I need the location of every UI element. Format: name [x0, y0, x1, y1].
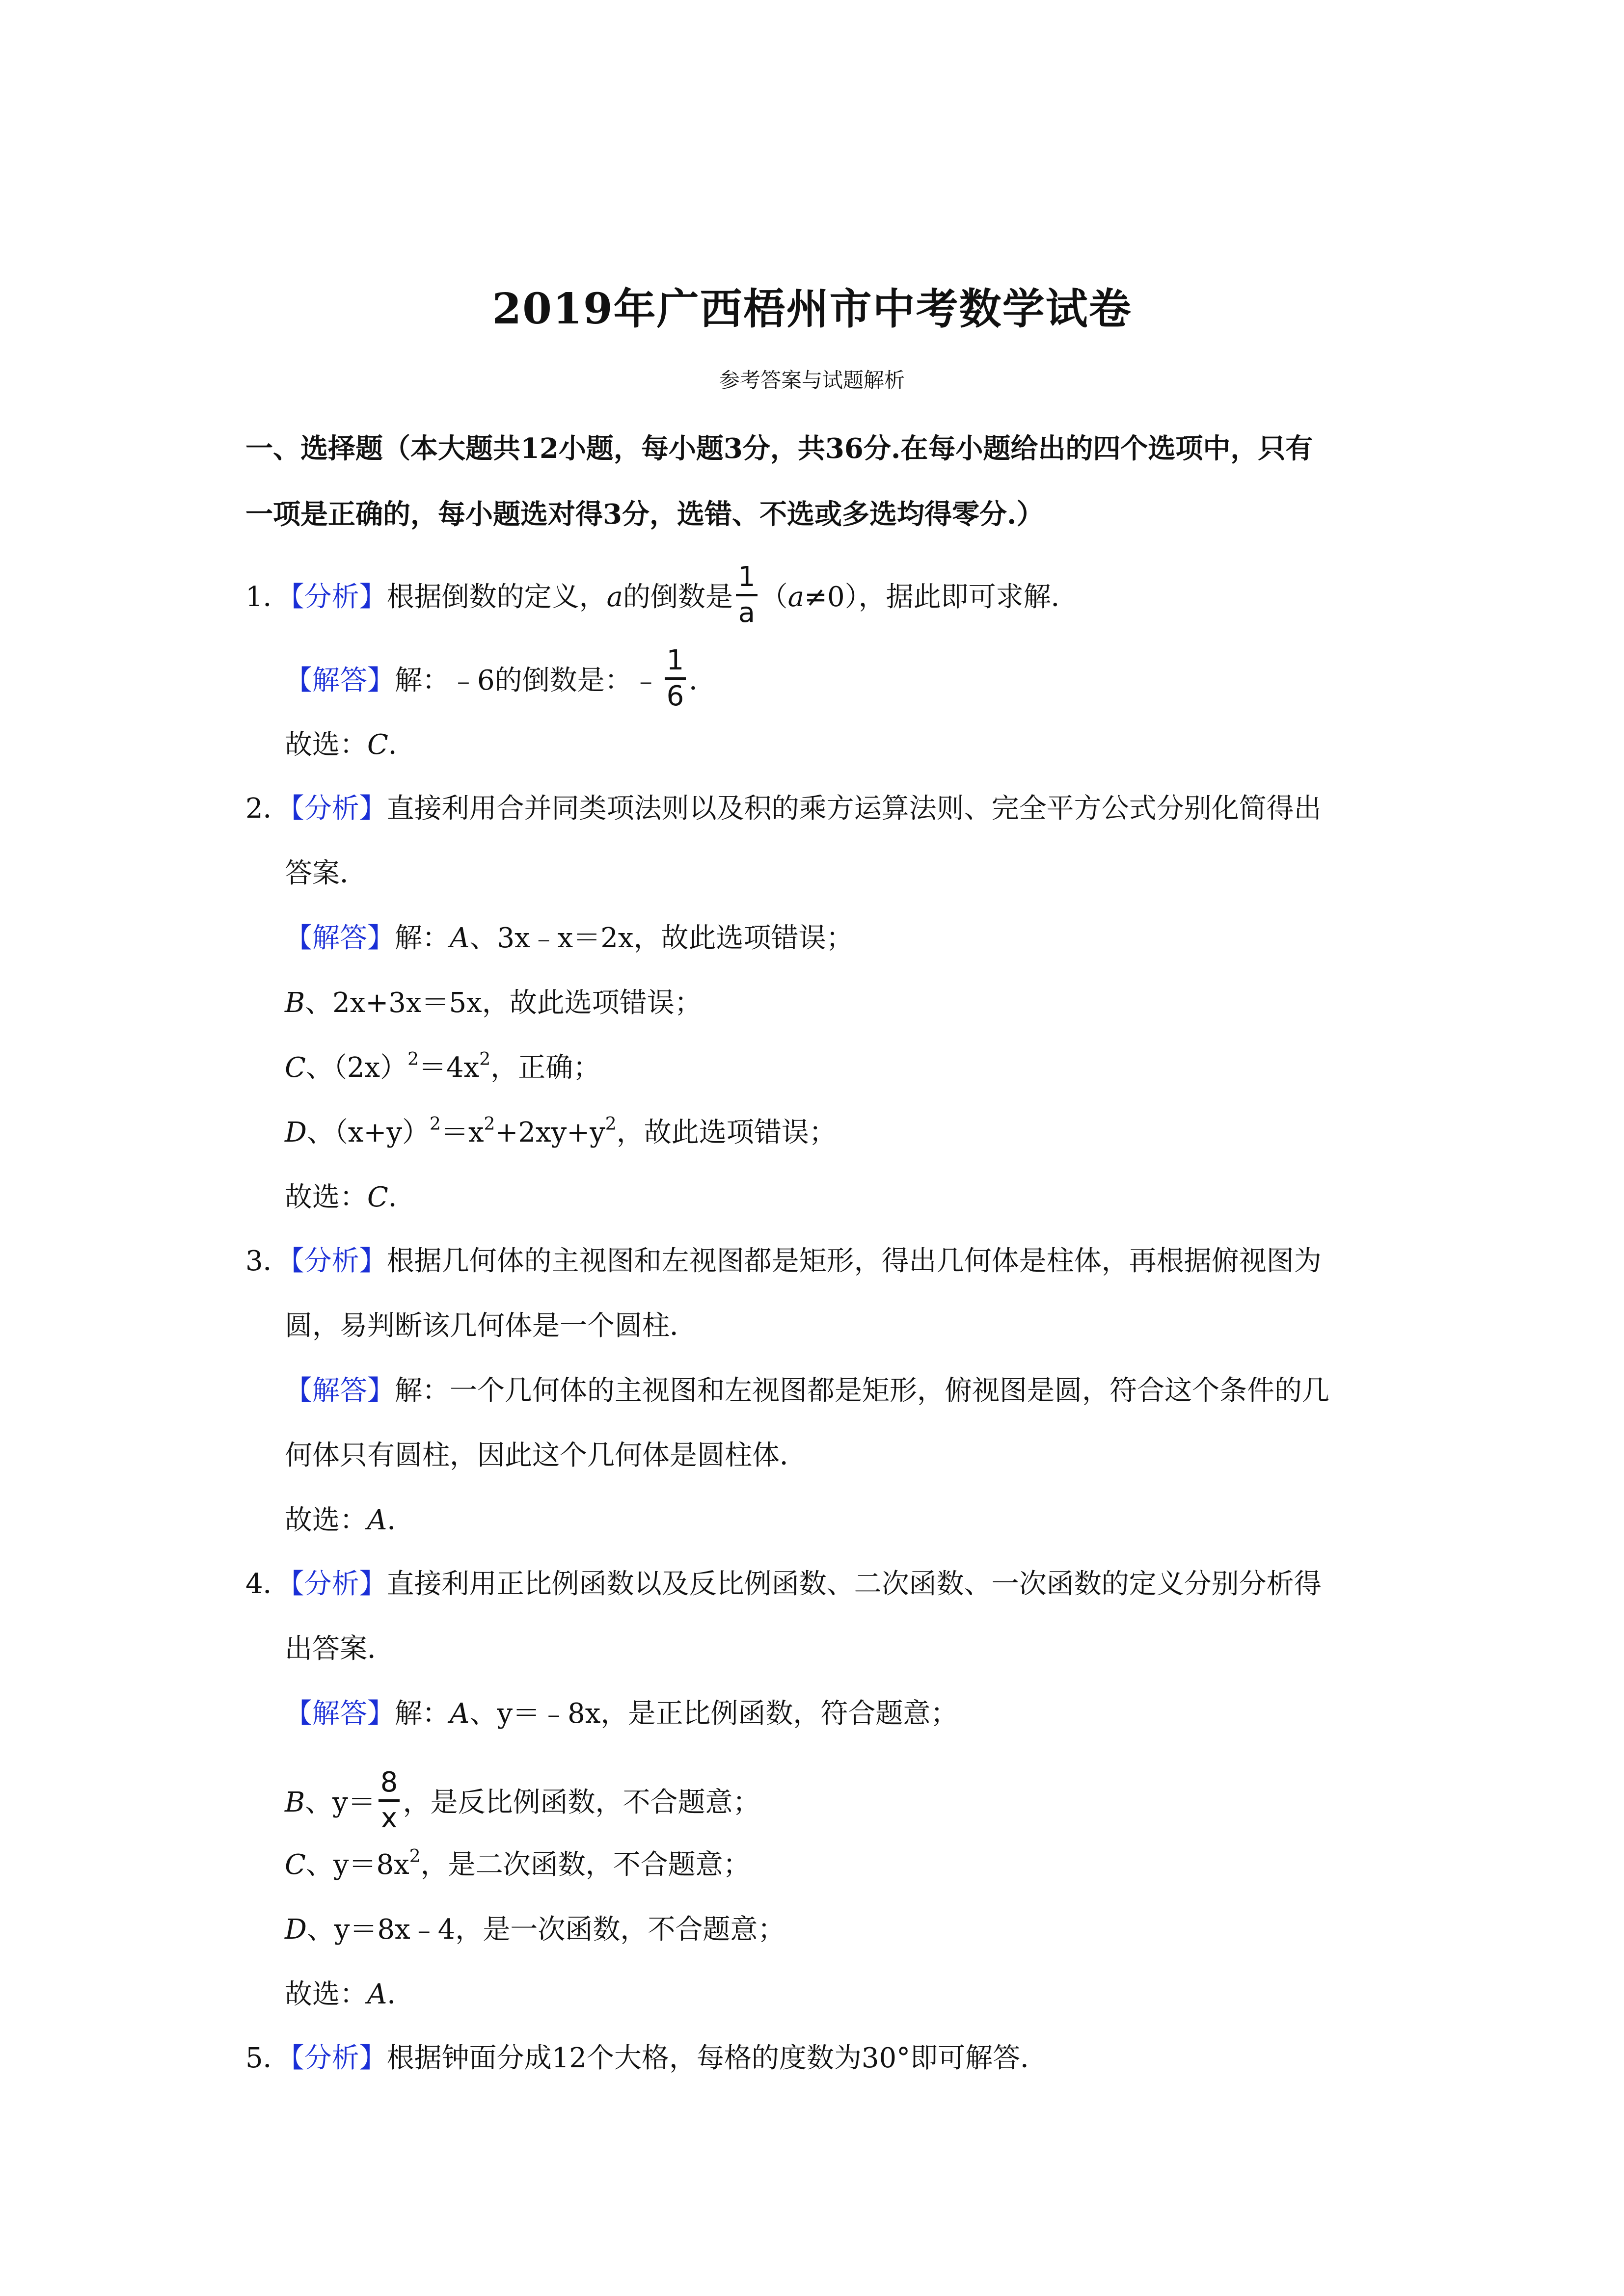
fraction-numerator: 1	[665, 647, 686, 680]
fraction-denominator: a	[738, 597, 756, 629]
option-letter: D	[285, 1117, 307, 1148]
exponent: 2	[484, 1114, 495, 1134]
math-expr: 、y＝8x﹣4	[306, 1914, 456, 1946]
fraction-denominator: x	[381, 1802, 398, 1834]
text: ，故此选项错误；	[616, 1117, 837, 1148]
exponent: 2	[407, 1049, 419, 1069]
fraction-numerator: 1	[736, 563, 758, 596]
answer-tag: 【解答】	[285, 1698, 395, 1730]
q2-answer-a	[285, 922, 854, 954]
q3-answer-line2: 何体只有圆柱，因此这个几何体是圆柱体．	[285, 1440, 807, 1471]
text: ，是反比例函数，不合题意；	[403, 1787, 760, 1818]
option-letter: C	[285, 1052, 306, 1084]
section-heading-line1: 一、选择题（本大题共12小题，每小题3分，共36分.在每小题给出的四个选项中，只有	[245, 432, 1313, 465]
exponent: 2	[430, 1114, 441, 1134]
answer-tag: 【解答】	[285, 1375, 395, 1407]
q1-analysis	[245, 563, 1079, 627]
text: 根据几何体的主视图和左视图都是矩形，得出几何体是柱体，再根据俯视图为	[386, 1245, 1322, 1277]
answer-tag: 【解答】	[285, 665, 395, 696]
text: ，是一次函数，不合题意；	[455, 1914, 785, 1946]
q4-analysis-line1	[245, 1568, 1322, 1600]
analysis-tag: 【分析】	[290, 1245, 387, 1277]
q2-analysis-line2: 答案．	[285, 857, 367, 889]
option-letter: C	[285, 1849, 306, 1881]
q5-analysis	[245, 2042, 1048, 2074]
text: ﹣	[632, 665, 660, 696]
option-letter: B	[285, 1787, 305, 1818]
text: ≠0），据此即可求解．	[804, 581, 1079, 613]
q4-answer-b	[285, 1766, 760, 1834]
option-letter: D	[285, 1914, 307, 1946]
fraction	[379, 1766, 400, 1834]
choice-letter: C	[367, 1181, 388, 1213]
q3-analysis-line2: 圆，易判断该几何体是一个圆柱．	[285, 1310, 697, 1342]
text: 根据倒数的定义，	[386, 581, 607, 613]
text: ，故此选项错误；	[633, 922, 854, 954]
choice-letter: C	[367, 729, 388, 761]
question-number: 4．	[245, 1568, 291, 1600]
fraction	[665, 644, 686, 712]
fraction-denominator: 6	[666, 680, 684, 712]
q2-answer-d	[285, 1114, 837, 1148]
analysis-tag: 【分析】	[290, 793, 387, 825]
q4-analysis-line2: 出答案．	[285, 1633, 395, 1665]
text: ．	[388, 1181, 416, 1213]
answer-tag: 【解答】	[285, 922, 395, 954]
math-expr: 、y＝8x	[305, 1849, 409, 1881]
math-expr: +2xy+y	[495, 1117, 605, 1148]
text: 故选：	[285, 1978, 367, 2010]
text: 的倒数是	[623, 581, 733, 613]
analysis-tag: 【分析】	[290, 581, 387, 613]
math-expr: 、y＝﹣8x	[469, 1698, 601, 1730]
text: 解：	[395, 922, 450, 954]
analysis-tag: 【分析】	[290, 1568, 387, 1600]
option-letter: A	[450, 922, 470, 954]
text: ．	[689, 665, 717, 696]
fraction-numerator: 8	[379, 1769, 400, 1802]
text: （	[760, 581, 788, 613]
text: ，正确；	[490, 1052, 601, 1084]
fraction	[736, 563, 758, 627]
q3-choice	[285, 1504, 415, 1536]
question-number: 1．	[245, 581, 291, 613]
page-subtitle: 参考答案与试题解析	[719, 368, 905, 392]
exponent: 2	[479, 1049, 491, 1069]
question-number: 3．	[245, 1245, 291, 1277]
question-number: 5．	[245, 2042, 291, 2074]
q4-answer-c	[285, 1846, 751, 1881]
option-letter: B	[285, 987, 305, 1019]
math-expr: ＝x	[440, 1117, 484, 1148]
text: 直接利用合并同类项法则以及积的乘方运算法则、完全平方公式分别化简得出	[386, 793, 1322, 825]
q2-answer-b	[285, 989, 702, 1017]
q2-analysis-line1	[245, 795, 1322, 823]
text: 解：﹣6的倒数是：	[395, 665, 632, 696]
question-number: 2．	[245, 793, 291, 825]
text: ．	[387, 1504, 415, 1536]
q4-answer-d	[285, 1916, 785, 1944]
q1-choice	[285, 731, 416, 759]
text: ，是正比例函数，符合题意；	[600, 1698, 958, 1730]
math-expr: 、y＝	[305, 1787, 376, 1818]
text: ．	[387, 1978, 415, 2010]
text: 故选：	[285, 1504, 367, 1536]
q3-answer-line1	[285, 1377, 1329, 1405]
text: ，是二次函数，不合题意；	[420, 1849, 751, 1881]
text: 解：一个几何体的主视图和左视图都是矩形，俯视图是圆，符合这个条件的几	[395, 1375, 1329, 1407]
choice-letter: A	[367, 1978, 387, 2010]
q2-answer-c	[285, 1049, 601, 1084]
text: 解：	[395, 1698, 450, 1730]
math-expr: 、（x+y）	[306, 1117, 430, 1148]
q4-choice	[285, 1978, 415, 2010]
text: 故选：	[285, 1181, 367, 1213]
analysis-tag: 【分析】	[290, 2042, 387, 2074]
text: ，故此选项错误；	[482, 987, 702, 1019]
exponent: 2	[605, 1114, 617, 1134]
q1-answer	[285, 644, 717, 712]
math-expr: 、2x+3x＝5x	[305, 987, 482, 1019]
math-expr: 、3x﹣x＝2x	[469, 922, 634, 954]
text: ．	[388, 729, 416, 761]
text: 根据钟面分成12个大格，每格的度数为30°即可解答．	[386, 2042, 1048, 2074]
exponent: 2	[409, 1846, 421, 1867]
text: 直接利用正比例函数以及反比例函数、二次函数、一次函数的定义分别分析得	[386, 1568, 1322, 1600]
section-heading-line2: 一项是正确的，每小题选对得3分，选错、不选或多选均得零分.）	[245, 498, 1044, 531]
q4-answer-a	[285, 1700, 958, 1728]
q2-choice	[285, 1181, 416, 1213]
option-letter: A	[450, 1698, 470, 1730]
math-var: a	[606, 581, 623, 613]
math-var: a	[787, 581, 805, 613]
q3-analysis-line1	[245, 1245, 1322, 1277]
math-expr: 、（2x）	[305, 1052, 408, 1084]
text: 故选：	[285, 729, 367, 761]
page-title: 2019年广西梧州市中考数学试卷	[492, 284, 1132, 334]
math-expr: ＝4x	[418, 1052, 480, 1084]
choice-letter: A	[367, 1504, 387, 1536]
